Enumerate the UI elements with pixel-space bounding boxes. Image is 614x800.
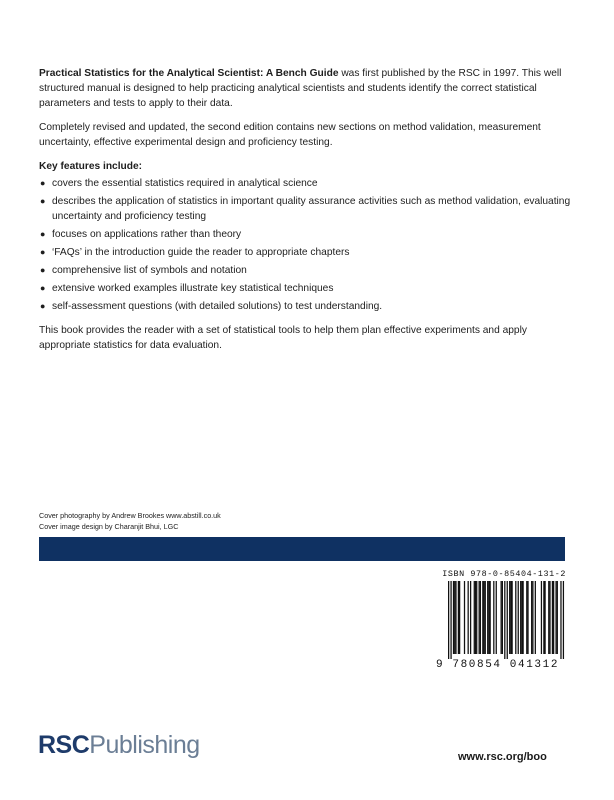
barcode-bar — [549, 581, 550, 654]
feature-item — [39, 281, 579, 296]
barcode-bar — [527, 581, 528, 654]
isbn-label: ISBN 978-0-85404-131-2 — [442, 569, 566, 579]
barcode-bar — [521, 581, 522, 654]
feature-item — [39, 263, 579, 278]
feature-text: extensive worked examples illustrate key statistical techniques — [52, 283, 334, 294]
barcode-bar — [480, 581, 481, 654]
publisher-logo — [38, 731, 200, 760]
barcode-bar — [504, 581, 505, 659]
barcode-bar — [474, 581, 475, 654]
barcode-digits: 9 780854 041312 — [436, 659, 560, 671]
barcode-bar — [557, 581, 558, 654]
barcode-bar — [510, 581, 511, 654]
barcode-bar — [455, 581, 456, 654]
bullet-icon: ● — [40, 196, 46, 206]
barcode-bar — [560, 581, 561, 659]
feature-text: describes the application of statistics in important quality assurance activities such as method validation, evaluating uncertainty and proficiency testing — [52, 196, 571, 222]
barcode-bar — [548, 581, 549, 654]
barcode-bar — [450, 581, 451, 659]
photography-credit: Cover photography by Andrew Brookes www.abstill.co.uk — [39, 511, 221, 520]
barcode — [436, 569, 566, 671]
feature-item — [39, 194, 579, 224]
barcode-bar — [553, 581, 554, 654]
second-edition-paragraph: Completely revised and updated, the second edition contains new sections on method validation, measurement uncertainty, effective experimental design and proficiency testing. — [39, 122, 541, 148]
barcode-bar — [518, 581, 519, 654]
features-heading: Key features include: — [39, 161, 143, 172]
barcode-bar — [488, 581, 489, 654]
barcode-bar — [459, 581, 460, 654]
barcode-bar — [458, 581, 459, 654]
bullet-icon: ● — [40, 283, 46, 293]
bullet-icon: ● — [40, 247, 46, 257]
barcode-bar — [453, 581, 454, 654]
barcode-bar — [544, 581, 545, 654]
features-list — [39, 176, 579, 314]
feature-text: self-assessment questions (with detailed solutions) to test understanding. — [52, 301, 383, 312]
feature-item — [39, 245, 579, 260]
barcode-bar — [490, 581, 491, 654]
barcode-bar — [532, 581, 533, 654]
barcode-bar — [496, 581, 497, 654]
logo-publishing: Publishing — [89, 731, 200, 759]
book-title: Practical Statistics for the Analytical Scientist: A Bench Guide — [39, 68, 339, 79]
cover-credits — [39, 511, 221, 532]
feature-item — [39, 299, 579, 314]
feature-item — [39, 176, 579, 191]
barcode-bar — [454, 581, 455, 654]
barcode-bar — [482, 581, 483, 654]
barcode-bar — [552, 581, 553, 654]
barcode-bar — [483, 581, 484, 654]
barcode-bar — [493, 581, 494, 654]
barcode-bar — [448, 581, 449, 659]
barcode-bar — [520, 581, 521, 654]
barcode-bar — [507, 581, 508, 659]
barcode-bar — [476, 581, 477, 654]
color-band — [39, 537, 565, 561]
barcode-bar — [468, 581, 469, 654]
feature-text: focuses on applications rather than theory — [52, 229, 242, 240]
publisher-url: www.rsc.org/boo — [458, 751, 547, 763]
bullet-icon: ● — [40, 178, 46, 188]
barcode-bar — [563, 581, 564, 659]
bullet-icon: ● — [40, 229, 46, 239]
barcode-bar — [555, 581, 556, 654]
barcode-bar — [487, 581, 488, 654]
barcode-bar — [543, 581, 544, 654]
barcode-bar — [470, 581, 471, 654]
barcode-bar — [479, 581, 480, 654]
feature-text: ‘FAQs’ in the introduction guide the reader to appropriate chapters — [52, 247, 350, 258]
barcode-bar — [522, 581, 523, 654]
barcode-bar — [535, 581, 536, 654]
barcode-bar — [531, 581, 532, 654]
barcode-bar — [502, 581, 503, 654]
design-credit: Cover image design by Charanjit Bhui, LGC — [39, 521, 179, 531]
closing-paragraph: This book provides the reader with a set of statistical tools to help them plan effective experiments and apply appropriate statistics for data evaluation. — [39, 325, 527, 351]
bullet-icon: ● — [40, 301, 46, 311]
barcode-bar — [509, 581, 510, 654]
barcode-bar — [541, 581, 542, 654]
logo-rsc: RSC — [38, 731, 90, 759]
feature-text: covers the essential statistics required in analytical science — [52, 178, 318, 189]
barcode-bar — [475, 581, 476, 654]
barcode-bar — [526, 581, 527, 654]
barcode-bar — [511, 581, 512, 654]
barcode-bar — [501, 581, 502, 654]
barcode-bars — [436, 581, 566, 659]
barcode-bar — [515, 581, 516, 654]
back-cover-description — [39, 66, 579, 362]
barcode-bar — [464, 581, 465, 654]
intro-text: was first published by the RSC in 1997. This well structured manual is designed to help practicing analytical scientists and students identify the correct statistical parameters and tests to apply to their data. — [39, 68, 562, 109]
intro-paragraph — [39, 66, 579, 111]
bullet-icon: ● — [40, 265, 46, 275]
barcode-bar — [485, 581, 486, 654]
feature-text: comprehensive list of symbols and notation — [52, 265, 247, 276]
feature-item — [39, 227, 579, 242]
